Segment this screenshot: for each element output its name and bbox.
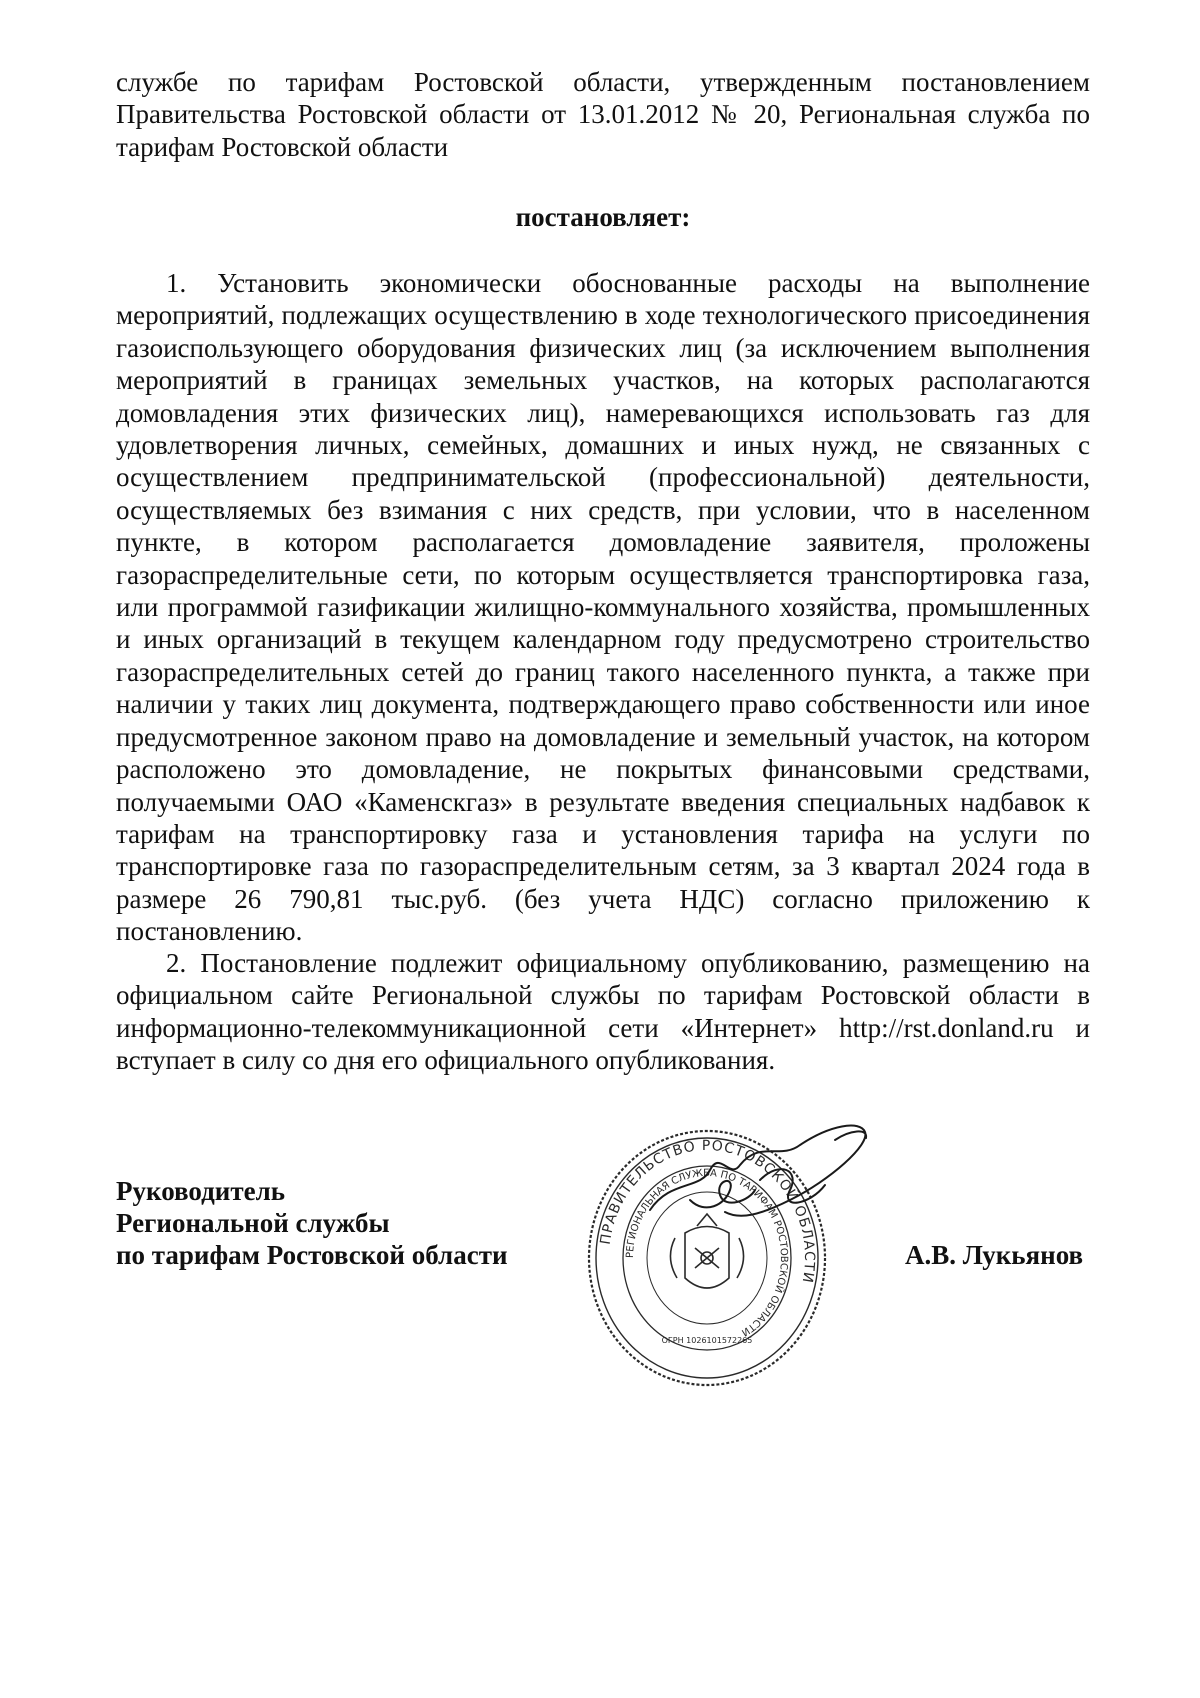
seal-ogrn-text: ОГРН 1026101572265 xyxy=(661,1336,753,1345)
handwritten-signature xyxy=(630,1120,880,1260)
signer-position-line-2: Региональной службы xyxy=(116,1208,390,1238)
intro-paragraph: службе по тарифам Ростовской области, утвержденным постановлением Правительства Ростовской области от 13.01.2012 № 20, Региональная служба по тарифам Ростовской области xyxy=(116,67,1090,162)
signer-position-line-3: по тарифам Ростовской области xyxy=(116,1240,508,1270)
clause-1-paragraph: 1. Установить экономически обоснованные расходы на выполнение мероприятий, подлежащих осуществлению в ходе технологического присоединения газоиспользующего оборудования физических лиц (за исключением выполнения мероприятий в границах земельных участков, на которых располагаются домовладения этих физических лиц), намеревающихся использовать газ для удовлетворения личных, семейных, домашних и иных нужд, не связанных с осуществлением предпринимательской (профессиональной) деятельности, осуществляемых без взимания с них средств, при условии, что в населенном пункте, в котором располагается домовладение заявителя, проложены газораспределительные сети, по которым осуществляется транспортировка газа, или программой газификации жилищно-коммунального хозяйства, промышленных и иных организаций в текущем календарном году предусмотрено строительство газораспределительных сетей до границ такого населенного пункта, а также при наличии у таких лиц документа, подтверждающего право собственности или иное предусмотренное законом право на домовладение и земельный участок, на котором расположено это домовладение, не покрытых финансовыми средствами, получаемыми ОАО «Каменскгаз» в результате введения специальных надбавок к тарифам на транспортировку газа и установления тарифа на услуги по транспортировке газа по газораспределительным сетям, за 3 квартал 2024 года в размере 26 790,81 тыс.руб. (без учета НДС) согласно приложению к постановлению. xyxy=(116,268,1090,947)
signer-position xyxy=(116,1175,508,1271)
resolves-heading: постановляет: xyxy=(515,202,691,232)
signer-position-line-1: Руководитель xyxy=(116,1176,286,1206)
signer-name: А.В. Лукьянов xyxy=(905,1240,1084,1270)
clause-2-paragraph: 2. Постановление подлежит официальному опубликованию, размещению на официальном сайте Региональной службы по тарифам Ростовской области в информационно-телекоммуникационной сети «Интернет» http://rst.donland.ru и вступает в силу со дня его официального опубликования. xyxy=(116,948,1090,1076)
seal-outer-text: ПРАВИТЕЛЬСТВО РОСТОВСКОЙ ОБЛАСТИ xyxy=(597,1137,818,1285)
seal-inner-text: РЕГИОНАЛЬНАЯ СЛУЖБА ПО ТАРИФАМ РОСТОВСКОЙ ОБЛАСТИ xyxy=(624,1167,790,1338)
